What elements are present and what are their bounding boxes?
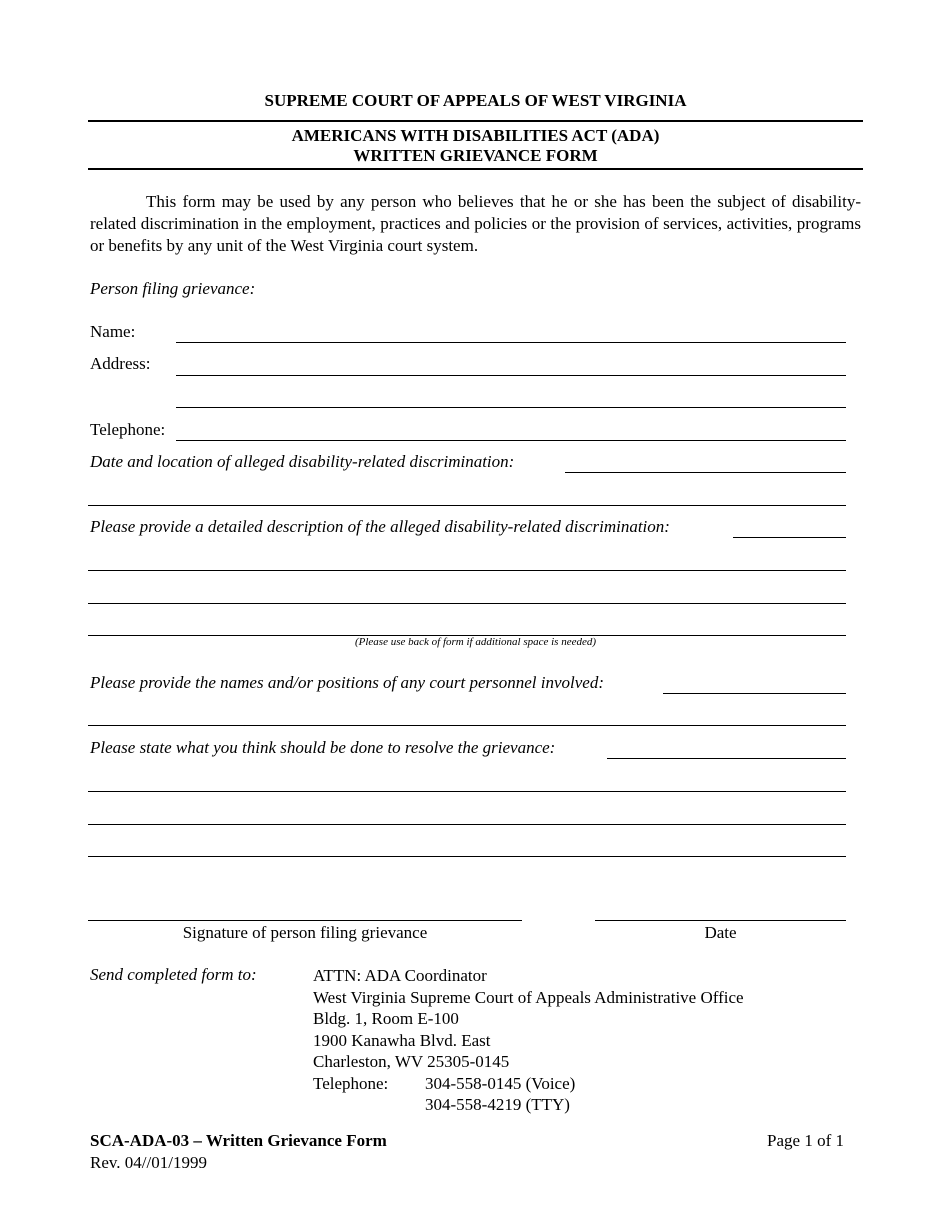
form-title-line2: WRITTEN GRIEVANCE FORM — [353, 146, 598, 165]
personnel-field-line1[interactable] — [663, 693, 846, 694]
address-line-city: Charleston, WV 25305-0145 — [313, 1052, 510, 1071]
resolution-field-line1[interactable] — [607, 758, 846, 759]
name-field[interactable] — [176, 342, 846, 343]
resolution-field-line4[interactable] — [88, 856, 846, 857]
address-line-street: 1900 Kanawha Blvd. East — [313, 1030, 491, 1050]
tty-number: 304-558-4219 (TTY) — [425, 1095, 570, 1114]
address-line-office: West Virginia Supreme Court of Appeals Administrative Office — [313, 987, 744, 1007]
header-rule-top — [88, 120, 863, 122]
telephone-field[interactable] — [176, 440, 846, 441]
personnel-label: Please provide the names and/or positions of any court personnel involved: — [90, 673, 605, 692]
address-line-tty — [313, 1094, 744, 1116]
address-field-line2[interactable] — [176, 407, 846, 408]
address-line-telephone — [313, 1073, 744, 1095]
address-line-attn: ATTN: ADA Coordinator — [313, 966, 487, 985]
court-name: SUPREME COURT OF APPEALS OF WEST VIRGINIA — [264, 91, 687, 110]
voice-number: 304-558-0145 (Voice) — [425, 1073, 576, 1093]
date-location-label: Date and location of alleged disability-related discrimination: — [90, 452, 515, 471]
resolution-label: Please state what you think should be done to resolve the grievance: — [90, 738, 556, 757]
description-field-line3[interactable] — [88, 603, 846, 604]
address-field-line1[interactable] — [176, 375, 846, 376]
address-label: Address: — [90, 354, 151, 373]
form-title-line1: AMERICANS WITH DISABILITIES ACT (ADA) — [291, 126, 660, 145]
personnel-field-line2[interactable] — [88, 725, 846, 726]
description-field-line2[interactable] — [88, 570, 846, 571]
form-title — [88, 126, 863, 166]
header-rule-bottom — [88, 168, 863, 170]
coordinator-telephone-label: Telephone: — [313, 1073, 389, 1093]
telephone-label: Telephone: — [90, 420, 166, 439]
send-to-label: Send completed form to: — [90, 965, 257, 984]
description-field-line1[interactable] — [733, 537, 846, 538]
name-label: Name: — [90, 322, 136, 341]
intro-paragraph: This form may be used by any person who believes that he or she has been the subject of disability-related discrimination in the employment, practices and policies or the provision of services, activities, programs or benefits by any unit of the West Virginia court system. — [90, 192, 861, 255]
date-location-field-line2[interactable] — [88, 505, 846, 506]
back-of-form-note: (Please use back of form if additional space is needed) — [354, 636, 597, 648]
page-number: Page 1 of 1 — [767, 1131, 844, 1150]
resolution-field-line3[interactable] — [88, 824, 846, 825]
address-line-building: Bldg. 1, Room E-100 — [313, 1009, 459, 1028]
resolution-field-line2[interactable] — [88, 791, 846, 792]
signature-label: Signature of person filing grievance — [182, 923, 428, 942]
filer-section-label: Person filing grievance: — [90, 279, 256, 298]
signature-field[interactable] — [88, 920, 522, 921]
revision-date: Rev. 04//01/1999 — [90, 1153, 207, 1172]
form-id: SCA-ADA-03 – Written Grievance Form — [90, 1131, 387, 1150]
description-label: Please provide a detailed description of the alleged disability-related discrimination: — [90, 517, 670, 536]
mailing-address — [313, 965, 744, 1116]
date-label: Date — [704, 923, 737, 942]
date-location-field-line1[interactable] — [565, 472, 846, 473]
date-field[interactable] — [595, 920, 846, 921]
